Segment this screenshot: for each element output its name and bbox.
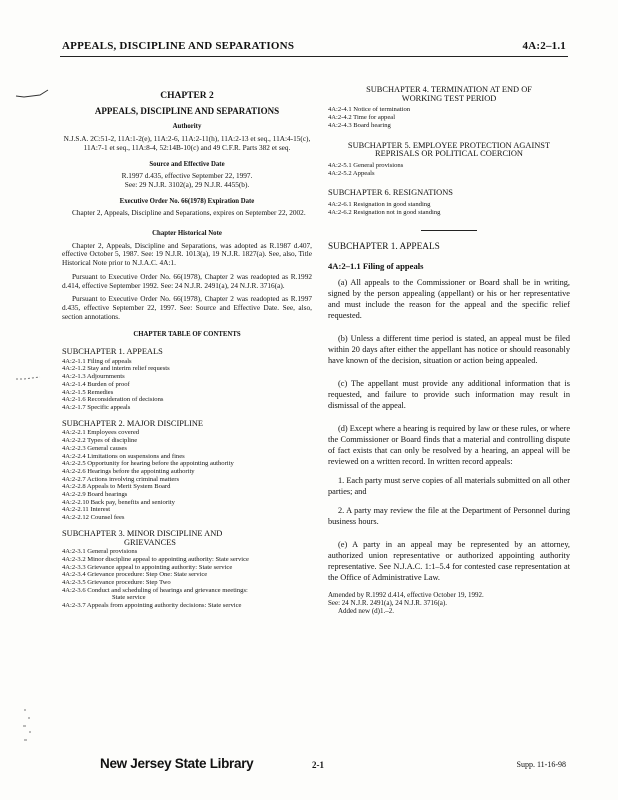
toc-subchapter-6: SUBCHAPTER 6. RESIGNATIONS (328, 188, 453, 198)
history-heading: Chapter Historical Note (152, 230, 222, 238)
source-line-1: R.1997 d.435, effective September 22, 1997. (121, 171, 253, 181)
toc-subchapter-4-list (328, 106, 570, 129)
toc-item: 4A:2-2.8 Appeals to Merit System Board (62, 483, 171, 491)
chapter-label: CHAPTER 2 (160, 91, 214, 101)
toc-item: 4A:2-2.10 Back pay, benefits and seniority (62, 498, 175, 506)
toc-item: 4A:2-2.9 Board hearings (62, 491, 128, 499)
history-paragraph-2: Pursuant to Executive Order No. 66(1978), Chapter 2 was readopted as R.1992 d.414, effective September 1992. See: 24 N.J.R. 2491(a), 24 N.J.R. 3716(a). (62, 271, 312, 290)
toc-subchapter-4-cont: WORKING TEST PERIOD (401, 93, 497, 103)
toc-item: 4A:2-2.12 Counsel fees (62, 514, 125, 522)
toc-item: 4A:2-1.7 Specific appeals (62, 403, 131, 411)
toc-item: 4A:2-1.2 Stay and interim relief requests (62, 365, 170, 373)
amendment-line-3: Added new (d)1.–2. (338, 606, 394, 615)
toc-item: 4A:2-4.3 Board hearing (328, 121, 391, 129)
history-paragraph-3: Pursuant to Executive Order No. 66(1978), Chapter 2 was readopted as R.1997 d.435, effective September 22, 1997. See: Source and Effective Date. See, also, section annotations. (62, 294, 312, 321)
paragraph-b: (b) Unless a different time period is stated, an appeal must be filed within 20 days after either the appellant has notice or should reasonably have known of the decision, situation or action being appealed. (328, 333, 570, 365)
source-line-2: See: 29 N.J.R. 3102(a), 29 N.J.R. 4455(b). (124, 179, 250, 189)
toc-item-cont: State service (112, 594, 146, 602)
toc-subchapter-3-list (62, 548, 312, 610)
toc-item: 4A:2-1.1 Filing of appeals (62, 357, 132, 365)
toc-subchapter-1-list (62, 358, 312, 412)
toc-item: 4A:2-2.5 Opportunity for hearing before the appointing authority (62, 460, 234, 468)
toc-subchapter-5-list (328, 162, 570, 177)
toc-item: 4A:2-6.1 Resignation in good standing (328, 201, 431, 209)
toc-item: 4A:2-3.1 General provisions (62, 548, 138, 556)
eo-heading: Executive Order No. 66(1978) Expiration Date (119, 197, 255, 205)
toc-item: 4A:2-1.6 Reconsideration of decisions (62, 396, 164, 404)
section-heading: 4A:2–1.1 Filing of appeals (328, 261, 424, 272)
toc-subchapter-2-list (62, 429, 312, 521)
toc-subchapter-3-cont: GRIEVANCES (124, 537, 176, 547)
toc-item: 4A:2-3.7 Appeals from appointing authority decisions: State service (62, 602, 242, 610)
amendment-line-2: See: 24 N.J.R. 2491(a), 24 N.J.R. 3716(a). (328, 598, 447, 607)
amendment-line-1: Amended by R.1992 d.414, effective October 19, 1992. (328, 590, 484, 599)
source-heading: Source and Effective Date (149, 160, 225, 168)
section-divider (421, 230, 477, 231)
toc-item: 4A:2-3.5 Grievance procedure: Step Two (62, 579, 171, 587)
toc-item: 4A:2-1.3 Adjournments (62, 373, 125, 381)
toc-item: 4A:2-2.7 Actions involving criminal matters (62, 475, 180, 483)
paragraph-a: (a) All appeals to the Commissioner or Board shall be in writing, signed by the person appealing (appellant) or his or her representative and must include the reason for the appeal and the specific relief requested. (328, 277, 570, 320)
toc-item: 4A:2-1.5 Remedies (62, 388, 114, 396)
toc-item: 4A:2-2.3 General causes (62, 444, 127, 452)
running-header-title: APPEALS, DISCIPLINE AND SEPARATIONS (62, 40, 295, 52)
toc-item: 4A:2-2.1 Employees covered (62, 429, 140, 437)
toc-item: 4A:2-2.2 Types of discipline (62, 437, 138, 445)
toc-item: 4A:2-1.4 Burden of proof (62, 380, 130, 388)
supplement-date: Supp. 11-16-98 (516, 760, 566, 769)
paragraph-c: (c) The appellant must provide any additional information that is requested, and failure to provide such information may result in dismissal of the appeal. (328, 378, 570, 410)
paragraph-e: (e) A party in an appeal may be represented by an attorney, authorized union representative or authorized appointing authority representative. See N.J.A.C. 1:1–5.4 for contested case representation at the Office of Administrative Law. (328, 539, 570, 582)
page-footer (62, 756, 566, 776)
toc-item: 4A:2-3.4 Grievance procedure: Step One: State service (62, 571, 208, 579)
toc-item: 4A:2-3.2 Minor discipline appeal to appointing authority: State service (62, 555, 249, 563)
toc-item: 4A:2-4.1 Notice of termination (328, 106, 411, 114)
paragraph-d1: 1. Each party must serve copies of all materials submitted on all other parties; and (328, 475, 570, 496)
toc-subchapter-2: SUBCHAPTER 2. MAJOR DISCIPLINE (62, 418, 203, 428)
toc-item: 4A:2-3.6 Conduct and scheduling of hearings and grievance meetings: (62, 586, 248, 594)
left-column (62, 86, 312, 610)
scan-mark-middle (14, 374, 44, 382)
library-stamp: New Jersey State Library (100, 756, 254, 771)
page-number: 2-1 (312, 760, 324, 770)
toc-item: 4A:2-4.2 Time for appeal (328, 114, 396, 122)
toc-subchapter-1: SUBCHAPTER 1. APPEALS (62, 347, 163, 357)
eo-text: Chapter 2, Appeals, Discipline and Separations, expires on September 22, 2002. (72, 208, 306, 218)
paragraph-d2: 2. A party may review the file at the Department of Personnel during business hours. (328, 505, 570, 526)
toc-heading: CHAPTER TABLE OF CONTENTS (133, 331, 241, 339)
amendment-note (328, 591, 570, 615)
right-column (328, 86, 570, 615)
scan-mark-bottom (20, 708, 40, 744)
toc-subchapter-5-cont: REPRISALS OR POLITICAL COERCION (375, 149, 523, 159)
toc-item: 4A:2-5.1 General provisions (328, 161, 404, 169)
toc-item: 4A:2-2.4 Limitations on suspensions and fines (62, 452, 185, 460)
authority-heading: Authority (172, 123, 202, 131)
toc-subchapter-3: SUBCHAPTER 3. MINOR DISCIPLINE AND (62, 528, 223, 538)
toc-subchapter-5: SUBCHAPTER 5. EMPLOYEE PROTECTION AGAINST (347, 140, 551, 150)
toc-subchapter-6-list (328, 201, 570, 216)
subchapter-1-heading: SUBCHAPTER 1. APPEALS (328, 242, 440, 253)
authority-text: N.J.S.A. 2C:51-2, 11A:1-2(e), 11A:2-6, 11A:2-11(h), 11A:2-13 et seq., 11A:4-15(c), 11A:7-1 et seq., 11A:8-4, 52:14B-10(c) and 49 C.F.R. Parts 382 et seq. (63, 134, 311, 152)
running-header-section: 4A:2–1.1 (522, 40, 566, 52)
scan-mark-top (14, 88, 54, 100)
toc-subchapter-4: SUBCHAPTER 4. TERMINATION AT END OF (366, 85, 532, 94)
running-header (62, 40, 566, 54)
toc-item: 4A:2-6.2 Resignation not in good standing (328, 208, 441, 216)
toc-item: 4A:2-3.3 Grievance appeal to appointing authority: State service (62, 563, 233, 571)
toc-item: 4A:2-5.2 Appeals (328, 169, 375, 177)
toc-item: 4A:2-2.11 Interest (62, 506, 111, 514)
history-paragraph-1: Chapter 2, Appeals, Discipline and Separations, was adopted as R.1987 d.407, effective October 5, 1987. See: 19 N.J.R. 1013(a), 19 N.J.R. 1827(a). See, also, Title Historical Note prior to N.J.A.C. 4A:1. (62, 240, 312, 268)
header-rule (60, 56, 568, 57)
paragraph-d: (d) Except where a hearing is required by law or these rules, or where the Commissioner or Board finds that a material and controlling dispute of fact exists that can only be resolved by a hearing, an appeal will be reviewed on a written record. In written record appeals: (328, 423, 570, 466)
chapter-title: APPEALS, DISCIPLINE AND SEPARATIONS (94, 105, 280, 116)
toc-item: 4A:2-2.6 Hearings before the appointing authority (62, 467, 195, 475)
